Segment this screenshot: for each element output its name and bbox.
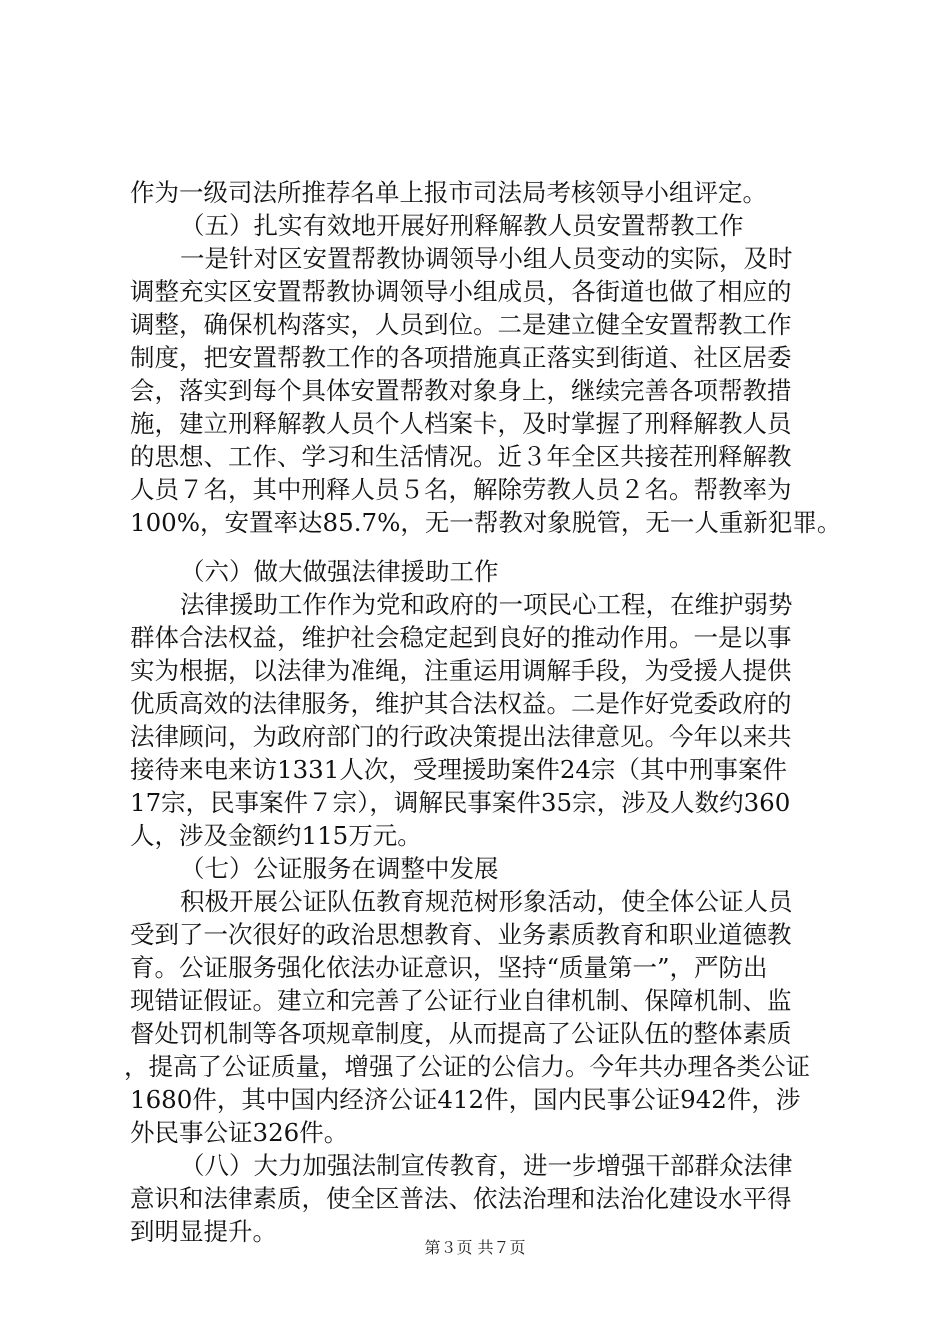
text-line: 受到了一次很好的政治思想教育、业务素质教育和职业道德教 bbox=[130, 920, 792, 949]
text-line: 施，建立刑释解教人员个人档案卡，及时掌握了刑释解教人员 bbox=[130, 409, 792, 438]
text-line: 1680件，其中国内经济公证412件，国内民事公证942件，涉 bbox=[130, 1085, 801, 1114]
text-line: 到明显提升。 bbox=[130, 1217, 277, 1246]
text-line: 17宗，民事案件７宗），调解民事案件35宗，涉及人数约360 bbox=[130, 788, 791, 817]
text-line: 制度，把安置帮教工作的各项措施真正落实到街道、社区居委 bbox=[130, 343, 792, 372]
text-line: 100%，安置率达85.7%，无一帮教对象脱管，无一人重新犯罪。 bbox=[130, 508, 842, 537]
text-line: 意识和法律素质，使全区普法、依法治理和法治化建设水平得 bbox=[130, 1184, 792, 1213]
text-line: 作为一级司法所推荐名单上报市司法局考核领导小组评定。 bbox=[130, 178, 767, 207]
text-line: 一是针对区安置帮教协调领导小组人员变动的实际，及时 bbox=[180, 244, 793, 273]
text-line: 外民事公证326件。 bbox=[130, 1118, 349, 1147]
page-number-footer: 第３页 共７页 bbox=[424, 1238, 526, 1257]
section-heading: （六）做大做强法律援助工作 bbox=[180, 557, 499, 586]
text-line: 群体合法权益，维护社会稳定起到良好的推动作用。一是以事 bbox=[130, 623, 792, 652]
section-heading: （七）公证服务在调整中发展 bbox=[180, 854, 499, 883]
text-line: 调整充实区安置帮教协调领导小组成员，各街道也做了相应的 bbox=[130, 277, 792, 306]
text-line: 实为根据，以法律为准绳，注重运用调解手段，为受援人提供 bbox=[130, 656, 792, 685]
text-line: ，提高了公证质量，增强了公证的公信力。今年共办理各类公证 bbox=[124, 1052, 810, 1081]
text-line: 调整，确保机构落实，人员到位。二是建立健全安置帮教工作 bbox=[130, 310, 792, 339]
text-line: 积极开展公证队伍教育规范树形象活动，使全体公证人员 bbox=[180, 887, 793, 916]
text-line: 人员７名，其中刑释人员５名，解除劳教人员２名。帮教率为 bbox=[130, 475, 792, 504]
section-heading: （五）扎实有效地开展好刑释解教人员安置帮教工作 bbox=[180, 211, 744, 240]
text-line: 优质高效的法律服务，维护其合法权益。二是作好党委政府的 bbox=[130, 689, 792, 718]
text-line: 的思想、工作、学习和生活情况。近３年全区共接茬刑释解教 bbox=[130, 442, 792, 471]
text-line: 会，落实到每个具体安置帮教对象身上，继续完善各项帮教措 bbox=[130, 376, 792, 405]
text-line: 督处罚机制等各项规章制度，从而提高了公证队伍的整体素质 bbox=[130, 1019, 792, 1048]
text-line: 育。公证服务强化依法办证意识，坚持“质量第一”，严防出 bbox=[130, 953, 768, 982]
text-line: 法律顾问，为政府部门的行政决策提出法律意见。今年以来共 bbox=[130, 722, 792, 751]
text-line: 接待来电来访1331人次，受理援助案件24宗（其中刑事案件 bbox=[130, 755, 788, 784]
text-line: 现错证假证。建立和完善了公证行业自律机制、保障机制、监 bbox=[130, 986, 792, 1015]
section-heading: （八）大力加强法制宣传教育，进一步增强干部群众法律 bbox=[180, 1151, 793, 1180]
text-line: 人，涉及金额约115万元。 bbox=[130, 821, 422, 850]
text-line: 法律援助工作作为党和政府的一项民心工程，在维护弱势 bbox=[180, 590, 793, 619]
